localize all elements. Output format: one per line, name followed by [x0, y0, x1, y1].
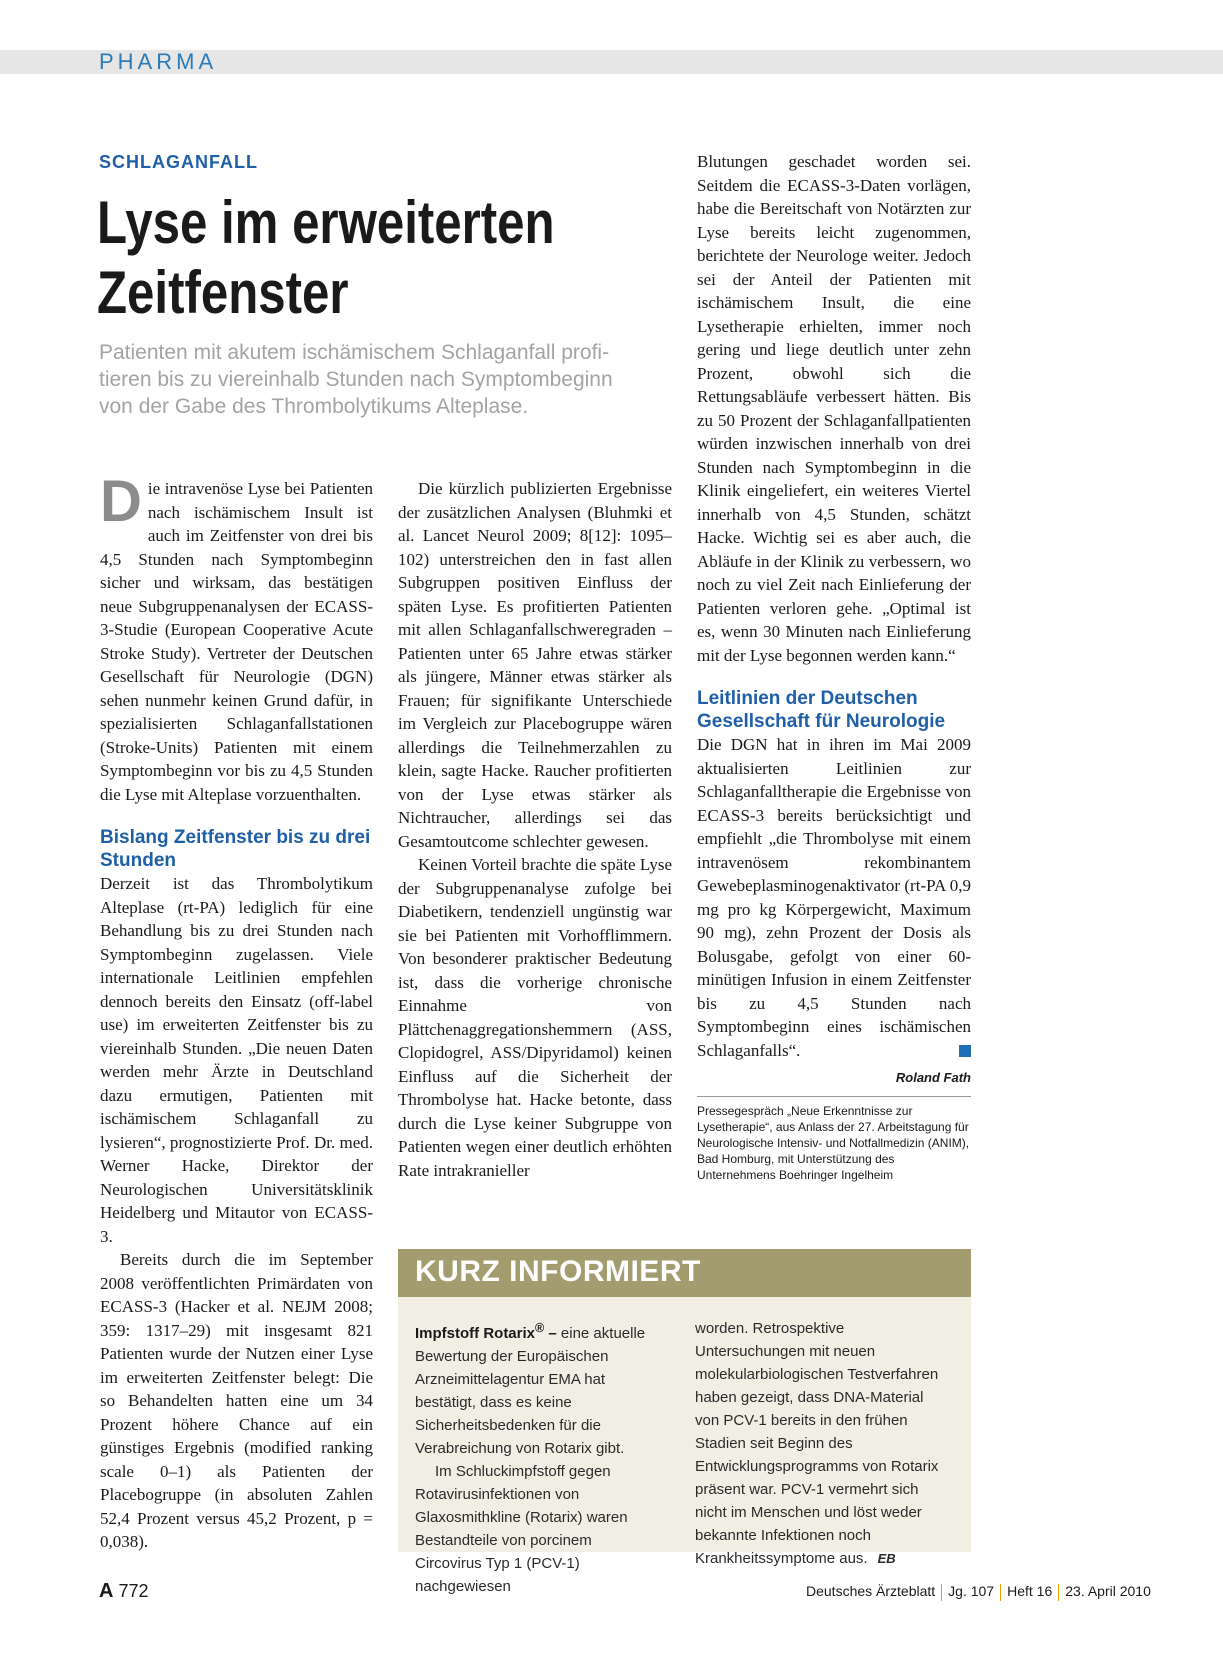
journal-issue: Heft 16 — [1007, 1583, 1053, 1599]
journal-date: 23. April 2010 — [1065, 1583, 1151, 1599]
paragraph-text: Die DGN hat in ihren im Mai 2009 aktualisierten Leitlinien zur Schlaganfalltherapie die Ergebnisse von ECASS-3 bereits berücksichtigt und empfiehlt „die Thrombolyse mit einem intravenösem rekombinantem Gewebeplasminogenaktivator (rt-PA 0,9 mg pro kg Körpergewicht, Maximum 90 mg), zehn Prozent der Dosis als Bolusgabe, gefolgt von einer 60-minütigen Infusion in einem Zeitfenster bis zu 4,5 Stunden nach Symptombeginn eines ischämischen Schlaganfalls“. — [697, 735, 971, 1060]
lead-line: Patienten mit akutem ischämischem Schlaganfall profi- — [99, 341, 610, 364]
headline-line-2: Zeitfenster — [97, 259, 349, 326]
kurz-text: eine aktuelle Bewertung der Europäischen Arzneimittelagentur EMA hat bestätigt, dass es keine Sicherheitsbedenken für die Verabreichung von Rotarix gibt. — [415, 1325, 646, 1457]
body-paragraph — [697, 733, 971, 1062]
end-mark-icon — [959, 1045, 971, 1057]
page-prefix: A — [99, 1580, 114, 1602]
subheading: Leitlinien der Deutschen Gesellschaft für Neurologie — [697, 688, 946, 732]
body-column-1 — [100, 469, 373, 1554]
drop-cap: D — [100, 469, 142, 534]
divider — [697, 1096, 971, 1097]
body-paragraph: Die kürzlich publizierten Ergebnisse der zusätzlichen Analysen (Bluhmki et al. Lancet Neurol 2009; 8[12]: 1095–102) unterstreichen den in fast allen Subgruppen positiven Einfluss der späten Lyse. Es profitierten Patienten mit allen Schlaganfallschweregraden – Patienten unter 65 Jahre etwas stärker als jüngere, Männer etwas stärker als Frauen; für signifikante Unterschiede im Vergleich zur Placebogruppe wären allerdings die Teilnehmerzahlen zu klein, sagte Hacke. Raucher profitierten von der Lyse etwas stärker als Nichtraucher, allerdings sei das Gesamtoutcome schlechter gewesen. — [398, 479, 672, 851]
kurz-dash: – — [544, 1325, 561, 1342]
paragraph-text: ie intravenöse Lyse bei Patienten nach ischämischem Insult ist auch im Zeitfenster von drei bis 4,5 Stunden nach Symptombeginn sicher und wirksam, das bestätigen neue Subgruppenanalysen der ECASS-3-Studie (European Cooperative Acute Stroke Study). Vertreter der Deutschen Gesellschaft für Neurologie (DGN) sehen nunmehr keinen Grund dafür, in spezialisierten Schlaganfallstationen (Stroke-Units) Patienten mit einem Symptombeginn vor bis zu 4,5 Stunden die Lyse mit Alteplase vorzuenthalten. — [100, 479, 373, 804]
author-byline: Roland Fath — [895, 1070, 971, 1085]
page-number — [99, 1580, 149, 1603]
body-paragraph: Bereits durch die im September 2008 veröffentlichten Primärdaten von ECASS-3 (Hacker et al. NEJM 2008; 359: 1317–29) mit insgesamt 821 Patienten wurde der Nutzen einer Lyse im erweiterten Zeitfenster belegt: Die so Behandelten hatten eine um 34 Prozent höhere Chance auf ein günstiges Ergebnis (modified ranking scale 0–1) als Patienten der Placebogruppe (in absoluten Zahlen 52,4 Prozent versus 45,2 Prozent, p = 0,038). — [100, 1250, 373, 1551]
footer-separator — [941, 1584, 942, 1601]
kurz-text: worden. Retrospektive Untersuchungen mit neuen molekularbiologischen Testverfahren haben gezeigt, dass DNA-Material von PCV-1 bereits in den frühen Stadien seit Beginn des Entwicklungsprogramms von Rotarix präsent war. PCV-1 vermehrt sich nicht im Menschen und löst weder bekannte Infektionen noch Krankheitssymptome aus. — [695, 1320, 939, 1567]
journal-footer — [806, 1583, 1151, 1601]
kurz-paragraph: Im Schluckimpfstoff gegen Rotavirusinfektionen von Glaxosmithkline (Rotarix) waren Bestandteile von porcinem Circovirus Typ 1 (PCV-1) nachgewiesen — [415, 1463, 628, 1595]
subheading: Bislang Zeitfenster bis zu drei Stunden — [100, 827, 371, 871]
article-headline — [97, 188, 556, 328]
page-number-value: 772 — [118, 1581, 149, 1601]
body-paragraph: Blutungen geschadet worden sei. Seitdem die ECASS-3-Daten vorlägen, habe die Bereitschaft von Notärzten zur Lyse bereits leicht zugenommen, berichtete der Neurologe weiter. Jedoch sei der Anteil der Patienten mit ischämischem Insult, die eine Lysetherapie erhielten, immer noch gering und liege deutlich unter zehn Prozent, obwohl sich die Rettungsabläufe verbessert hätten. Bis zu 50 Prozent der Schlaganfallpatienten würden inzwischen innerhalb von drei Stunden nach Symptombeginn in die Klinik eingeliefert, ein weiteres Viertel innerhalb von 4,5 Stunden, schätzt Hacke. Wichtig sei es aber auch, die Abläufe in der Klinik zu verbessern, wo noch zu viel Zeit nach Einlieferung der Patienten verloren gehe. „Optimal ist es, wenn 30 Minuten nach Einlieferung mit der Lyse begonnen werden kann.“ — [697, 152, 971, 665]
kurz-signature: EB — [877, 1551, 896, 1566]
article-kicker: SCHLAGANFALL — [99, 152, 258, 172]
kurz-header — [398, 1249, 971, 1297]
body-paragraph: Keinen Vorteil brachte die späte Lyse der Subgruppenanalyse zufolge bei Diabetikern, tendenziell ungünstig war sie bei Patienten mit Vorhofflimmern. Von besonderer praktischer Bedeutung ist, dass die vorherige chronische Einnahme von Plättchenaggregationshemmern (ASS, Clopidogrel, ASS/Dipyridamol) keinen Einfluss auf die Sicherheit der Thrombolyse hat. Hacke betonte, dass durch die Lyse keiner Subgruppe von Patienten wegen einer deutlich erhöhten Rate intrakranieller — [398, 855, 672, 1180]
kurz-column-1 — [415, 1317, 659, 1598]
registered-mark: ® — [535, 1321, 545, 1335]
kurz-lead: Impfstoff Rotarix — [415, 1325, 535, 1342]
body-column-2 — [398, 477, 672, 1182]
kurz-column-2 — [695, 1317, 939, 1570]
kurz-paragraph — [695, 1317, 939, 1570]
lead-line: von der Gabe des Thrombolytikums Alteplase. — [99, 395, 529, 418]
article-lead — [99, 339, 679, 420]
body-paragraph: Derzeit ist das Thrombolytikum Alteplase (rt-PA) lediglich für eine Behandlung bis zu drei Stunden nach Symptombeginn zugelassen. Viele internationale Leitlinien empfehlen dennoch bereits den Einsatz (off-label use) im erweiterten Zeitfenster bis zu viereinhalb Stunden. „Die neuen Daten werden mehr Ärzte in Deutschland dazu ermutigen, Patienten mit ischämischem Schlaganfall zu lysieren“, prognostizierte Prof. Dr. med. Werner Hacke, Direktor der Neurologischen Universitätsklinik Heidelberg und Mitautor von ECASS-3. — [100, 874, 373, 1246]
footer-separator — [1058, 1584, 1059, 1601]
journal-volume: Jg. 107 — [948, 1583, 995, 1599]
section-label: PHARMA — [99, 49, 218, 74]
footer-separator — [1000, 1584, 1001, 1601]
kurz-paragraph — [415, 1317, 659, 1460]
body-paragraph — [100, 469, 373, 806]
source-note: Pressegespräch „Neue Erkenntnisse zur Lysetherapie“, aus Anlass der 27. Arbeitstagung für Neurologische Intensiv- und Notfallmedizin (ANIM), Bad Homburg, mit Unterstützung des Unternehmens Boehringer Ingelheim — [697, 1103, 970, 1182]
headline-line-1: Lyse im erweiterten — [97, 189, 555, 256]
journal-name: Deutsches Ärzteblatt — [806, 1583, 936, 1599]
kurz-title: KURZ INFORMIERT — [415, 1255, 701, 1288]
body-column-3 — [697, 150, 971, 1183]
lead-line: tieren bis zu viereinhalb Stunden nach Symptombeginn — [99, 368, 613, 391]
